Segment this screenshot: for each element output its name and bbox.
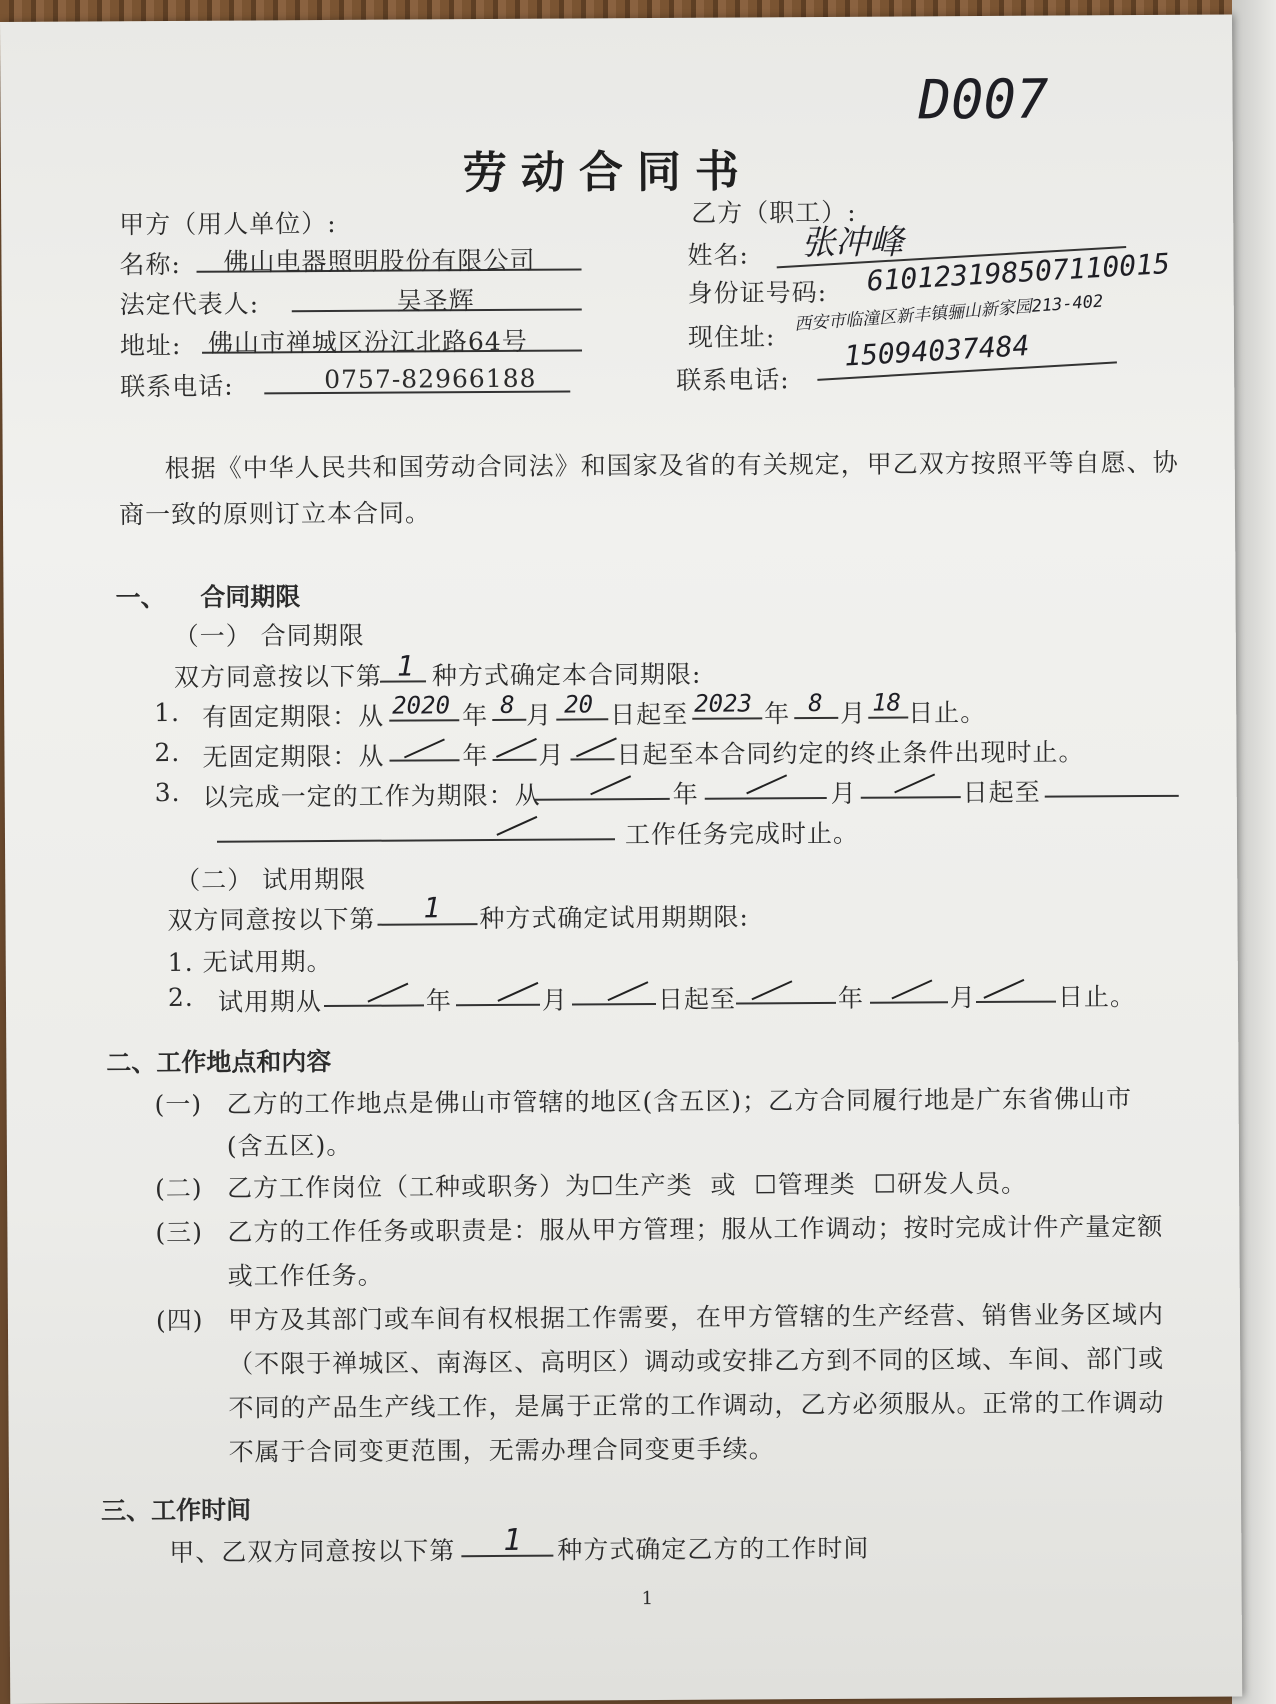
agree2-value: 1: [423, 891, 441, 925]
start-day-line: [556, 718, 608, 720]
item3-task-slash: [496, 816, 537, 836]
party-a-rep-label: 法定代表人:: [119, 289, 260, 320]
s2-p4-line3: 不同的产品生产线工作，是属于正常的工作调动，乙方必须服从。正常的工作调动: [228, 1387, 1165, 1423]
nian-1: 年: [462, 701, 489, 731]
end-day: 18: [872, 688, 902, 717]
party-b-header: 乙方（职工）:: [691, 197, 857, 228]
s2-p3-label: (三): [155, 1217, 204, 1248]
s2-p4-line1: 甲方及其部门或车间有权根据工作需要，在甲方管辖的生产经营、销售业务区域内: [227, 1299, 1165, 1335]
s3-agree-a: 甲、乙双方同意按以下第: [169, 1536, 456, 1567]
end-month: 8: [808, 688, 823, 718]
trial-end-year-line: [736, 1002, 836, 1005]
end-day-line: [868, 716, 908, 718]
trial-yue-1: 月: [541, 985, 569, 1015]
start-month-line: [492, 719, 526, 721]
page-number: 1: [641, 1588, 654, 1610]
item3-yue: 月: [830, 778, 857, 808]
contract-page: [0, 14, 1242, 1703]
party-b-addr-label: 现住址:: [687, 322, 776, 352]
item2-num: 2.: [154, 737, 181, 768]
item2-nian: 年: [462, 741, 489, 771]
trial-item2-label: 试用期从: [217, 987, 323, 1017]
item3-task-line: [217, 838, 615, 842]
item2-year-slash: [404, 738, 445, 758]
end-month-line: [794, 717, 838, 719]
item2-yue: 月: [538, 740, 565, 770]
trial-year-slash: [367, 983, 408, 1003]
trial-end-day-line: [976, 1001, 1056, 1003]
yue-2: 月: [840, 698, 867, 728]
trial-nian-2: 年: [837, 983, 865, 1013]
yue-1: 月: [526, 700, 553, 730]
item3-end: 工作任务完成时止。: [624, 818, 860, 850]
trial-year-line: [324, 1004, 424, 1007]
s2-p1-label: (一): [154, 1089, 203, 1120]
s3-agree-value: 1: [503, 1522, 522, 1558]
s2-p3-line1: 乙方的工作任务或职责是：服从甲方管理；服从工作调动；按时完成计件产量定额: [227, 1211, 1164, 1247]
trial-month-slash: [497, 982, 538, 1002]
trial-item2-num: 2.: [167, 982, 194, 1012]
s2-p1-line1: 乙方的工作地点是佛山市管辖的地区(含五区)；乙方合同履行地是广东省佛山市: [226, 1084, 1133, 1119]
party-a-name-label: 名称:: [119, 249, 182, 280]
section1-title: 一、 合同期限: [115, 582, 301, 613]
section1-sub1: （一） 合同期限: [173, 620, 365, 651]
item1-num: 1.: [154, 697, 181, 728]
trial-end-month-slash: [891, 979, 932, 999]
item3-day-slash: [894, 773, 935, 793]
item3-mid: 日起至: [962, 777, 1041, 808]
party-a-addr: 佛山市禅城区汾江北路64号: [207, 326, 528, 358]
agree1-text-b: 种方式确定本合同期限:: [431, 659, 702, 691]
s2-p4-line4: 不属于合同变更范围，无需办理合同变更手续。: [228, 1434, 775, 1467]
item3-nian: 年: [672, 779, 699, 809]
party-b-name-handwritten: 张冲峰: [801, 222, 904, 264]
trial-mid: 日起至: [657, 984, 737, 1014]
agree1-text-a: 双方同意按以下第: [173, 661, 383, 692]
s2-p2-label: (二): [155, 1173, 203, 1204]
item2-label: 无固定期限：从: [202, 741, 385, 772]
agree2-text-b: 种方式确定试用期期限:: [479, 902, 750, 934]
party-b-phone-handwritten: 15094037484: [843, 328, 1031, 373]
party-a-phone-label: 联系电话:: [120, 371, 234, 402]
item3-month-slash: [746, 774, 787, 794]
trial-nian-1: 年: [425, 986, 453, 1016]
item3-num: 3.: [154, 777, 181, 808]
agree1-value: 1: [396, 649, 414, 683]
item2-day-line: [571, 758, 615, 760]
page-title: 劳动合同书: [462, 146, 754, 200]
s2-p2-line1: 乙方工作岗位（工种或职务）为☐生产类 或 ☐管理类 ☐研发人员。: [227, 1168, 1028, 1203]
trial-day-line: [572, 1003, 656, 1006]
trial-item1: 1. 无试用期。: [167, 946, 333, 977]
item1-end: 日止。: [908, 697, 987, 728]
party-a-addr-label: 地址:: [119, 330, 182, 361]
party-a-phone: 0757-82966188: [324, 363, 537, 395]
preamble-line1: 根据《中华人民共和国劳动合同法》和国家及省的有关规定，甲乙双方按照平等自愿、协: [164, 447, 1179, 484]
item2-month-slash: [496, 738, 537, 758]
trial-end-month-line: [870, 1001, 948, 1003]
item2-rest: 日起至本合同约定的终止条件出现时止。: [616, 737, 1085, 770]
agree2-text-a: 双方同意按以下第: [167, 904, 376, 935]
s2-p4-label: (四): [155, 1305, 204, 1336]
party-b-addr-handwritten: 西安市临潼区新丰镇骊山新家园213-402: [793, 291, 1104, 335]
section3-title: 三、工作时间: [101, 1495, 252, 1526]
preamble-line2: 商一致的原则订立本合同。: [118, 498, 432, 530]
doc-code-handwritten: D007: [918, 67, 1049, 132]
s3-agree-b: 种方式确定乙方的工作时间: [557, 1533, 870, 1565]
item2-day-slash: [576, 737, 617, 757]
trial-end-year-slash: [751, 980, 792, 1000]
start-day: 20: [564, 690, 594, 719]
party-b-phone-label: 联系电话:: [676, 365, 790, 395]
item3-year-slash: [590, 775, 631, 795]
party-a-name: 佛山电器照明股份有限公司: [223, 245, 536, 277]
item3-year-line: [535, 798, 670, 801]
party-b-name-label: 姓名:: [687, 240, 749, 270]
trial-day-slash: [607, 981, 648, 1001]
party-a-header: 甲方（用人单位）:: [119, 208, 337, 240]
party-a-rep: 吴圣辉: [396, 286, 475, 316]
item2-year-line: [390, 759, 460, 761]
party-b-id-label: 身份证号码:: [687, 277, 828, 308]
trial-end: 日止。: [1057, 982, 1137, 1012]
item3-day-line: [861, 796, 961, 799]
s2-p4-line2: （不限于禅城区、南海区、高明区）调动或安排乙方到不同的区域、车间、部门或: [228, 1343, 1165, 1379]
trial-yue-2: 月: [949, 983, 977, 1013]
section2-title: 二、工作地点和内容: [106, 1046, 332, 1078]
nian-2: 年: [764, 699, 791, 729]
item3-month-line: [705, 797, 827, 800]
trial-end-day-slash: [983, 979, 1024, 999]
start-year: 2020: [392, 691, 451, 720]
item3-label: 以完成一定的工作为期限：从: [202, 780, 541, 812]
item1-mid: 日起至: [610, 699, 689, 730]
s2-p1-line2: (含五区)。: [226, 1130, 353, 1161]
item2-month-line: [493, 759, 537, 761]
start-month: 8: [500, 690, 515, 719]
end-year: 2023: [694, 689, 753, 718]
item3-end-line: [1045, 795, 1179, 798]
trial-month-line: [456, 1004, 540, 1007]
s2-p3-line2: 或工作任务。: [227, 1260, 384, 1291]
item1-label: 有固定期限：从: [202, 701, 385, 732]
section1-sub2: （二） 试用期限: [175, 864, 367, 895]
party-b-id-handwritten: 610123198507110015: [865, 246, 1171, 298]
